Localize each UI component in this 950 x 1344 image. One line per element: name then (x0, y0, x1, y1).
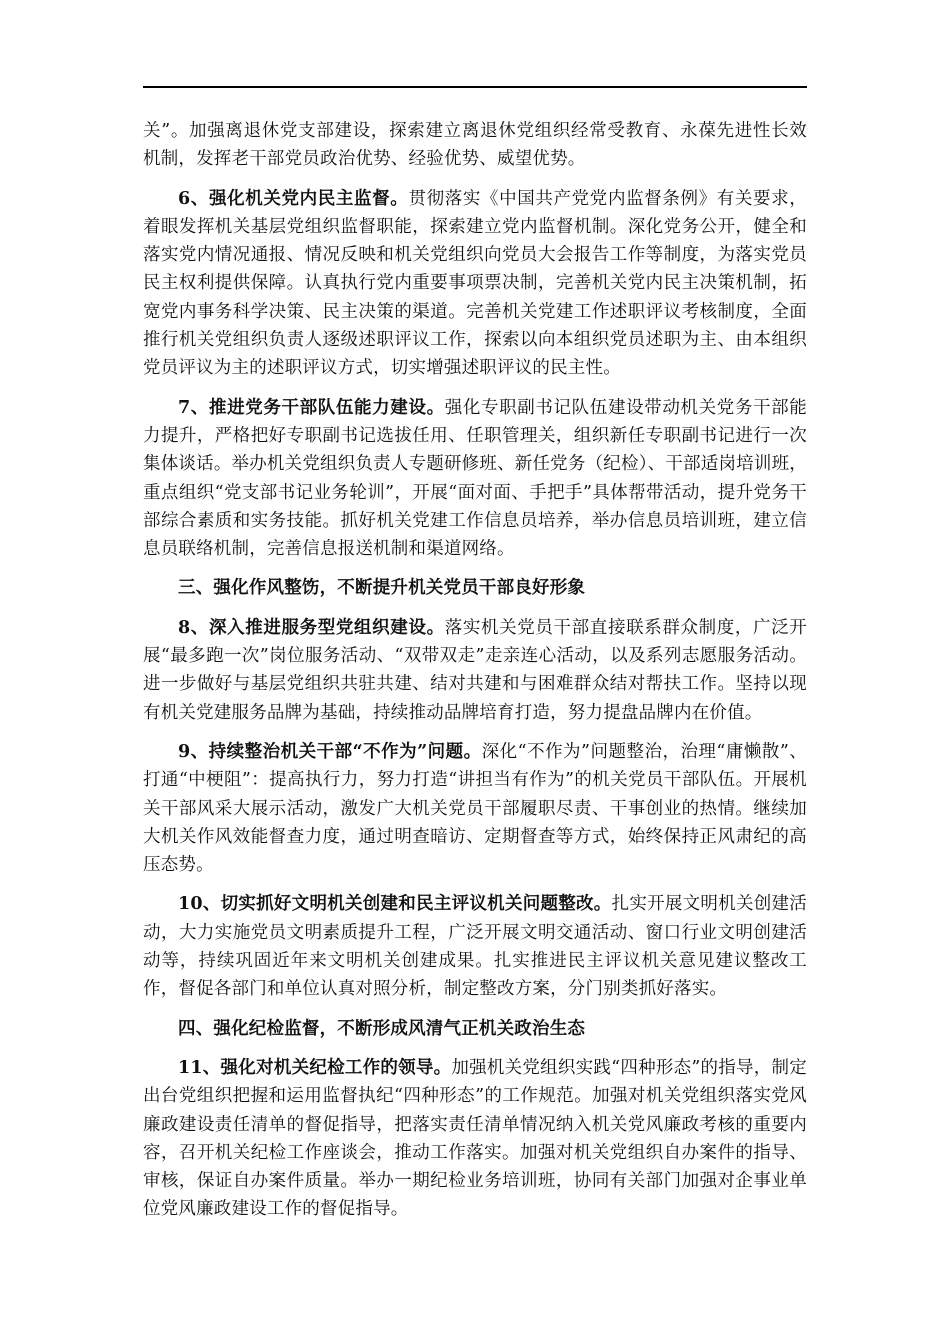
header-rule (143, 86, 807, 88)
paragraph-lead: 7、推进党务干部队伍能力建设。 (178, 397, 445, 418)
paragraph-lead: 11、强化对机关纪检工作的领导。 (178, 1057, 452, 1078)
paragraph-text: 强化专职副书记队伍建设带动机关党务干部能力提升，严格把好专职副书记选拔任用、任职管理关，组织新任专职副书记进行一次集体谈话。举办机关党组织负责人专题研修班、新任党务（纪检）、干部适岗培训班，重点组织“党支部书记业务轮训”，开展“面对面、手把手”具体帮带活动，提升党务干部综合素质和实务技能。抓好机关党建工作信息员培养，举办信息员培训班，建立信息员联络机制，完善信息报送机制和渠道网络。 (143, 397, 807, 560)
paragraph-text: 扎实开展文明机关创建活动，大力实施党员文明素质提升工程，广泛开展文明交通活动、窗口行业文明创建活动等，持续巩固近年来文明机关创建成果。扎实推进民主评议机关意见建议整改工作，督促各部门和单位认真对照分析，制定整改方案，分门别类抓好落实。 (143, 894, 807, 1000)
paragraph-lead: 6、强化机关党内民主监督。 (178, 188, 409, 209)
section-heading-4: 四、强化纪检监督，不断形成风清气正机关政治生态 (178, 1018, 586, 1039)
paragraph-item-9 (143, 738, 807, 879)
paragraph-text: 落实机关党员干部直接联系群众制度，广泛开展“最多跑一次”岗位服务活动、“双带双走”走亲连心活动，以及系列志愿服务活动。进一步做好与基层党组织共驻共建、结对共建和与困难群众结对帮扶工作。坚持以现有机关党建服务品牌为基础，持续推动品牌培育打造，努力提盘品牌内在价值。 (143, 617, 807, 723)
paragraph-text: 深化“不作为”问题整治，治理“庸懒散”、打通“中梗阻”：提高执行力，努力打造“讲担当有作为”的机关党员干部队伍。开展机关干部风采大展示活动，激发广大机关党员干部履职尽责、干事创业的热情。继续加大机关作风效能督查力度，通过明查暗访、定期督查等方式，始终保持正风肃纪的高压态势。 (143, 741, 807, 876)
paragraph-item-8 (143, 614, 807, 727)
paragraph-item-7 (143, 394, 807, 564)
document-body (143, 117, 807, 1235)
paragraph-lead: 9、持续整治机关干部“不作为”问题。 (178, 741, 482, 762)
paragraph-item-10 (143, 890, 807, 1003)
paragraph-text: 贯彻落实《中国共产党党内监督条例》有关要求，着眼发挥机关基层党组织监督职能，探索建立党内监督机制。深化党务公开，健全和落实党内情况通报、情况反映和机关党组织向党员大会报告工作等制度，为落实党员民主权利提供保障。认真执行党内重要事项票决制，完善机关党内民主决策机制，拓宽党内事务科学决策、民主决策的渠道。完善机关党建工作述职评议考核制度，全面推行机关党组织负责人逐级述职评议工作，探索以向本组织党员述职为主、由本组织党员评议为主的述职评议方式，切实增强述职评议的民主性。 (143, 188, 808, 379)
paragraph-text: 关”。加强离退休党支部建设，探索建立离退休党组织经常受教育、永葆先进性长效机制，发挥老干部党员政治优势、经验优势、威望优势。 (143, 121, 807, 170)
paragraph-continuation (143, 117, 807, 174)
paragraph-item-11 (143, 1054, 807, 1224)
paragraph-lead: 8、深入推进服务型党组织建设。 (178, 617, 445, 638)
paragraph-lead: 10、切实抓好文明机关创建和民主评议机关问题整改。 (178, 894, 612, 915)
paragraph-item-6 (143, 185, 807, 383)
paragraph-text: 加强机关党组织实践“四种形态”的指导，制定出台党组织把握和运用监督执纪“四种形态”的工作规范。加强对机关党组织落实党风廉政建设责任清单的督促指导，把落实责任清单情况纳入机关党风廉政考核的重要内容，召开机关纪检工作座谈会，推动工作落实。加强对机关党组织自办案件的指导、审核，保证自办案件质量。举办一期纪检业务培训班，协同有关部门加强对企事业单位党风廉政建设工作的督促指导。 (143, 1057, 807, 1220)
section-heading-3: 三、强化作风整饬，不断提升机关党员干部良好形象 (178, 578, 586, 599)
